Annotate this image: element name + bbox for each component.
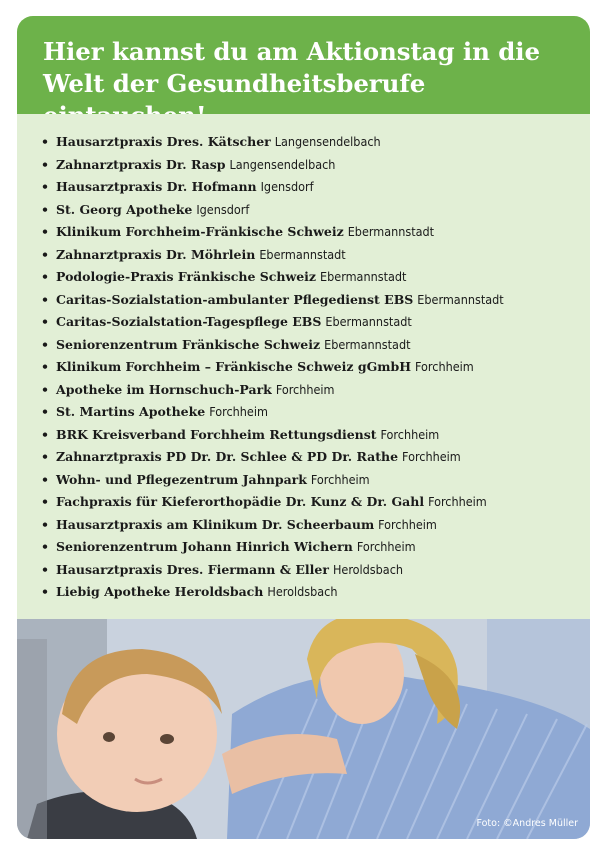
participant-name: Caritas-Sozialstation-ambulanter Pflegedienst EBS — [56, 291, 414, 307]
participant-place: Forchheim — [380, 426, 440, 442]
bullet-icon: • — [41, 404, 49, 419]
bullet-icon: • — [41, 156, 49, 172]
participant-name: Caritas-Sozialstation-Tagespflege EBS — [56, 314, 322, 329]
participant-name: Hausarztpraxis Dres. Kätscher — [56, 134, 271, 149]
list-item — [41, 379, 581, 402]
photo-child-and-nurse — [17, 619, 590, 839]
list-item — [41, 176, 581, 199]
participants-list-panel — [17, 114, 590, 619]
bullet-icon: • — [41, 291, 49, 307]
bullet-icon: • — [41, 494, 49, 509]
bullet-icon: • — [41, 314, 49, 329]
participant-place: Forchheim — [275, 381, 335, 397]
bullet-icon: • — [41, 336, 49, 352]
participant-name: Liebig Apotheke Heroldsbach — [56, 584, 264, 599]
participant-name: Zahnarztpraxis Dr. Rasp — [56, 156, 226, 172]
participant-name: BRK Kreisverband Forchheim Rettungsdienst — [56, 426, 377, 442]
list-item — [41, 469, 581, 492]
participant-name: Podologie-Praxis Fränkische Schweiz — [56, 269, 317, 284]
participant-place: Forchheim — [402, 449, 461, 464]
photo-credit: Foto: ©Andres Müller — [476, 818, 578, 829]
list-item — [41, 356, 581, 379]
bullet-icon: • — [41, 381, 49, 397]
participant-name: Seniorenzentrum Fränkische Schweiz — [56, 336, 321, 352]
participant-place: Igensdorf — [196, 201, 250, 217]
participant-place: Heroldsbach — [267, 584, 338, 599]
participant-name: Apotheke im Hornschuch-Park — [56, 381, 272, 397]
participant-place: Heroldsbach — [332, 561, 404, 577]
list-item — [41, 424, 581, 447]
list-item — [41, 559, 581, 582]
participants-list — [41, 131, 581, 604]
participant-name: Seniorenzentrum Johann Hinrich Wichern — [56, 539, 353, 554]
participant-place: Ebermannstadt — [324, 336, 411, 352]
participant-place: Langensendelbach — [229, 156, 336, 172]
participant-place: Forchheim — [415, 359, 474, 374]
list-item — [41, 131, 581, 154]
list-item — [41, 311, 581, 334]
list-item — [41, 491, 581, 514]
bullet-icon: • — [41, 246, 49, 262]
list-item — [41, 401, 581, 424]
participant-name: St. Georg Apotheke — [56, 201, 193, 217]
list-item — [41, 244, 581, 267]
bullet-icon: • — [41, 224, 49, 239]
page-title: Hier kannst du am Aktionstag in die Welt der Gesundheitsberufe — [43, 37, 540, 98]
participant-name: Klinikum Forchheim – Fränkische Schweiz gGmbH — [56, 359, 412, 374]
participant-name: Wohn- und Pflegezentrum Jahnpark — [56, 471, 307, 487]
participant-place: Forchheim — [428, 494, 487, 509]
bullet-icon: • — [41, 471, 49, 487]
participant-name: St. Martins Apotheke — [56, 404, 206, 419]
bullet-icon: • — [41, 359, 49, 374]
participant-place: Ebermannstadt — [325, 314, 412, 329]
participant-name: Hausarztpraxis Dres. Fiermann & Eller — [56, 561, 329, 577]
bullet-icon: • — [41, 561, 49, 577]
participant-place: Forchheim — [378, 516, 437, 532]
bullet-icon: • — [41, 269, 49, 284]
list-item — [41, 266, 581, 289]
participant-name: Zahnarztpraxis PD Dr. Dr. Schlee & PD Dr. Rathe — [56, 449, 399, 464]
bullet-icon: • — [41, 516, 49, 532]
bullet-icon: • — [41, 201, 49, 217]
bullet-icon: • — [41, 134, 49, 149]
list-item — [41, 289, 581, 312]
bullet-icon: • — [41, 584, 49, 599]
participant-name: Hausarztpraxis Dr. Hofmann — [56, 179, 257, 194]
participant-place: Forchheim — [310, 471, 370, 487]
participant-place: Ebermannstadt — [259, 246, 346, 262]
list-item — [41, 536, 581, 559]
participant-place: Ebermannstadt — [347, 224, 435, 239]
photo-illustration — [17, 619, 590, 839]
participant-name: Fachpraxis für Kieferorthopädie Dr. Kunz & Dr. Gahl — [56, 494, 425, 509]
participant-place: Igensdorf — [260, 179, 314, 194]
bullet-icon: • — [41, 426, 49, 442]
participant-place: Forchheim — [356, 539, 416, 554]
list-item — [41, 334, 581, 357]
header-banner — [17, 16, 590, 114]
participant-place: Forchheim — [209, 404, 268, 419]
participant-name: Klinikum Forchheim-Fränkische Schweiz — [56, 224, 344, 239]
list-item — [41, 514, 581, 537]
list-item — [41, 581, 581, 604]
bullet-icon: • — [41, 539, 49, 554]
flyer-card — [17, 16, 590, 839]
list-item — [41, 221, 581, 244]
bullet-icon: • — [41, 449, 49, 464]
participant-place: Ebermannstadt — [320, 269, 407, 284]
list-item — [41, 154, 581, 177]
bullet-icon: • — [41, 179, 49, 194]
list-item — [41, 446, 581, 469]
participant-name: Zahnarztpraxis Dr. Möhrlein — [56, 246, 256, 262]
participant-name: Hausarztpraxis am Klinikum Dr. Scheerbaum — [56, 516, 375, 532]
participant-place: Langensendelbach — [274, 134, 381, 149]
participant-place: Ebermannstadt — [417, 291, 504, 307]
list-item — [41, 199, 581, 222]
